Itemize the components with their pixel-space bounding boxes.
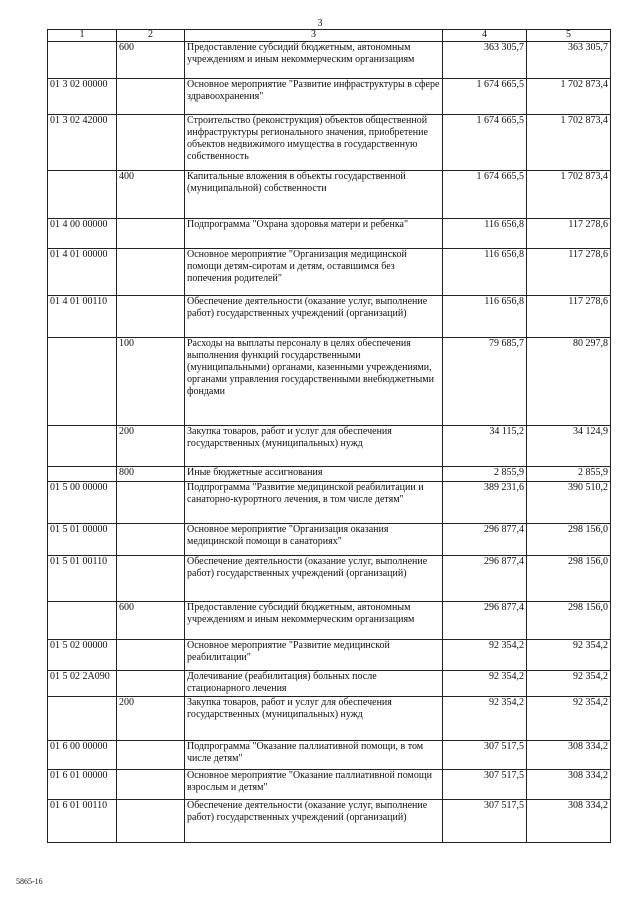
table-row [48,556,611,602]
table-row [48,741,611,770]
row-value-2018: 92 354,2 [527,697,611,741]
row-name: Обеспечение деятельности (оказание услуг, выполнение работ) государственных учреждений (организаций) [185,556,443,602]
row-value-2018: 390 510,2 [527,482,611,524]
table-row [48,524,611,556]
row-value-2018: 117 278,6 [527,296,611,338]
row-expense-type [117,115,185,171]
row-code: 01 5 00 00000 [48,482,117,524]
table-row [48,800,611,843]
row-name: Подпрограмма "Оказание паллиативной помощи, в том числе детям" [185,741,443,770]
row-code: 01 5 02 00000 [48,640,117,671]
row-name: Иные бюджетные ассигнования [185,467,443,482]
row-value-2018: 308 334,2 [527,800,611,843]
row-value-2017: 307 517,5 [443,800,527,843]
row-value-2017: 92 354,2 [443,697,527,741]
row-code: 01 6 01 00000 [48,770,117,800]
row-value-2018: 298 156,0 [527,602,611,640]
table-row [48,426,611,467]
row-code: 01 5 02 2А090 [48,671,117,697]
table-row [48,671,611,697]
row-value-2017: 34 115,2 [443,426,527,467]
row-value-2018: 298 156,0 [527,556,611,602]
table-row [48,482,611,524]
row-value-2017: 2 855,9 [443,467,527,482]
row-expense-type [117,741,185,770]
row-expense-type [117,524,185,556]
row-expense-type [117,770,185,800]
row-code: 01 3 02 42000 [48,115,117,171]
table-row [48,338,611,426]
row-value-2017: 307 517,5 [443,770,527,800]
row-expense-type: 400 [117,171,185,219]
row-value-2017: 389 231,6 [443,482,527,524]
row-value-2017: 79 685,7 [443,338,527,426]
row-code [48,426,117,467]
row-name: Основное мероприятие "Развитие инфраструктуры в сфере здравоохранения" [185,79,443,115]
table-row [48,467,611,482]
row-code: 01 6 00 00000 [48,741,117,770]
header-col-2: 2 [117,30,185,42]
row-name: Подпрограмма "Развитие медицинской реабилитации и санаторно-курортного лечения, в том числе детям" [185,482,443,524]
row-name: Предоставление субсидий бюджетным, автономным учреждениям и иным некоммерческим организациям [185,42,443,79]
table-row [48,219,611,249]
row-code: 01 4 01 00000 [48,249,117,296]
row-value-2018: 308 334,2 [527,770,611,800]
row-expense-type [117,640,185,671]
row-code: 01 4 00 00000 [48,219,117,249]
row-name: Основное мероприятие "Оказание паллиативной помощи взрослым и детям" [185,770,443,800]
row-value-2017: 1 674 665,5 [443,79,527,115]
row-value-2018: 34 124,9 [527,426,611,467]
row-value-2018: 1 702 873,4 [527,171,611,219]
row-name: Основное мероприятие "Организация оказания медицинской помощи в санаториях" [185,524,443,556]
row-value-2017: 296 877,4 [443,556,527,602]
header-col-5: 5 [527,30,611,42]
row-code [48,697,117,741]
row-expense-type [117,556,185,602]
row-value-2018: 308 334,2 [527,741,611,770]
document-footer-code: 5865-16 [16,877,43,886]
row-value-2018: 92 354,2 [527,671,611,697]
row-value-2018: 363 305,7 [527,42,611,79]
table-row [48,115,611,171]
row-name: Основное мероприятие "Развитие медицинской реабилитации" [185,640,443,671]
row-expense-type [117,79,185,115]
row-code: 01 3 02 00000 [48,79,117,115]
row-expense-type: 100 [117,338,185,426]
row-code [48,42,117,79]
row-value-2017: 307 517,5 [443,741,527,770]
row-code [48,467,117,482]
budget-table [47,29,611,843]
row-name: Предоставление субсидий бюджетным, автономным учреждениям и иным некоммерческим организациям [185,602,443,640]
row-value-2017: 116 656,8 [443,219,527,249]
table-row [48,42,611,79]
row-name: Подпрограмма "Охрана здоровья матери и ребенка" [185,219,443,249]
table-row [48,770,611,800]
row-expense-type: 600 [117,42,185,79]
header-col-1: 1 [48,30,117,42]
row-name: Расходы на выплаты персоналу в целях обеспечения выполнения функций государственными (муниципальными) органами, казенными учреждениями, органами управления государственными внебюджетными фондами [185,338,443,426]
row-code [48,602,117,640]
row-expense-type: 600 [117,602,185,640]
row-value-2017: 1 674 665,5 [443,171,527,219]
row-code [48,171,117,219]
row-value-2018: 117 278,6 [527,219,611,249]
row-expense-type: 200 [117,697,185,741]
table-row [48,697,611,741]
row-expense-type [117,296,185,338]
row-expense-type [117,800,185,843]
row-code: 01 5 01 00110 [48,556,117,602]
row-value-2017: 92 354,2 [443,671,527,697]
row-name: Капитальные вложения в объекты государственной (муниципальной) собственности [185,171,443,219]
row-expense-type [117,671,185,697]
row-value-2018: 117 278,6 [527,249,611,296]
row-value-2017: 116 656,8 [443,249,527,296]
row-value-2018: 298 156,0 [527,524,611,556]
row-code [48,338,117,426]
row-name: Основное мероприятие "Организация медицинской помощи детям-сиротам и детям, оставшимся без попечения родителей" [185,249,443,296]
row-name: Обеспечение деятельности (оказание услуг, выполнение работ) государственных учреждений (организаций) [185,296,443,338]
row-value-2017: 296 877,4 [443,602,527,640]
table-header-row [48,30,611,42]
row-expense-type: 800 [117,467,185,482]
row-expense-type [117,249,185,296]
table-row [48,249,611,296]
row-value-2017: 1 674 665,5 [443,115,527,171]
row-value-2018: 2 855,9 [527,467,611,482]
row-value-2017: 116 656,8 [443,296,527,338]
table-row [48,79,611,115]
row-value-2017: 363 305,7 [443,42,527,79]
row-value-2018: 1 702 873,4 [527,115,611,171]
row-name: Закупка товаров, работ и услуг для обеспечения государственных (муниципальных) нужд [185,697,443,741]
row-expense-type [117,482,185,524]
table-row [48,602,611,640]
header-col-4: 4 [443,30,527,42]
row-name: Строительство (реконструкция) объектов общественной инфраструктуры регионального значения, приобретение объектов недвижимого имущества в государственную собственность [185,115,443,171]
row-value-2017: 296 877,4 [443,524,527,556]
row-name: Долечивание (реабилитация) больных после стационарного лечения [185,671,443,697]
page-number: 3 [317,18,323,29]
header-col-3: 3 [185,30,443,42]
table-row [48,171,611,219]
table-row [48,296,611,338]
row-code: 01 4 01 00110 [48,296,117,338]
row-name: Обеспечение деятельности (оказание услуг, выполнение работ) государственных учреждений (организаций) [185,800,443,843]
row-name: Закупка товаров, работ и услуг для обеспечения государственных (муниципальных) нужд [185,426,443,467]
row-value-2018: 80 297,8 [527,338,611,426]
row-code: 01 6 01 00110 [48,800,117,843]
table-row [48,640,611,671]
row-code: 01 5 01 00000 [48,524,117,556]
row-value-2017: 92 354,2 [443,640,527,671]
row-value-2018: 1 702 873,4 [527,79,611,115]
row-expense-type [117,219,185,249]
row-expense-type: 200 [117,426,185,467]
row-value-2018: 92 354,2 [527,640,611,671]
